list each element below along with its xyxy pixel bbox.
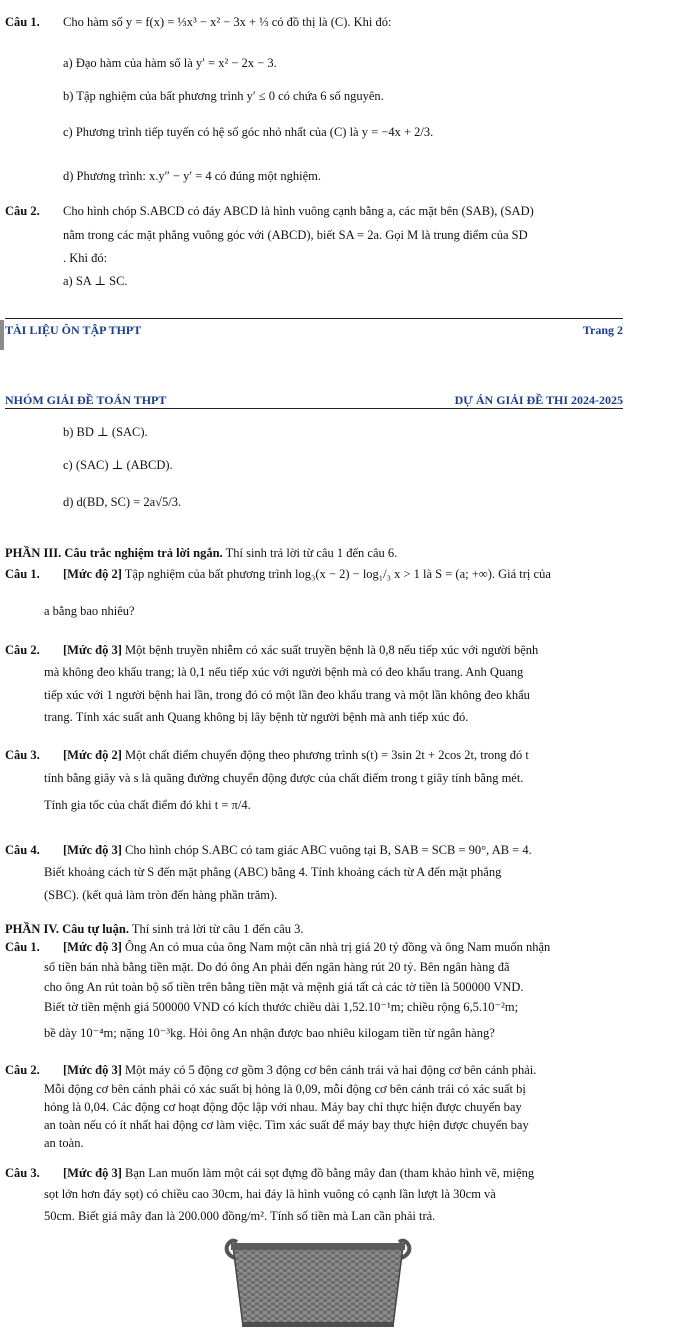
p3q4-line2: Biết khoảng cách từ S đến mặt phẳng (ABC) bằng 4. Tính khoảng cách từ A đến mặt phẳng (44, 865, 502, 879)
q1-option-a: a) Đạo hàm của hàm số là y′ = x² − 2x − 3. (63, 56, 277, 70)
p3q2-line3: tiếp xúc với 1 người bệnh hai lần, trong đó có một lần đeo khẩu trang và một lần không đeo khẩu (44, 688, 530, 702)
p3q3-line3: Tính gia tốc của chất điểm đó khi t = π/4. (44, 798, 251, 812)
q1-option-b: b) Tập nghiệm của bất phương trình y′ ≤ 0 có chứa 6 số nguyên. (63, 89, 384, 103)
part4-title: PHẦN IV. Câu tự luận. (5, 922, 129, 936)
p4q3-line1: Câu 3. [Mức độ 3] Bạn Lan muốn làm một cái sọt đựng đồ bằng mây đan (tham khảo hình vẽ, miệng (5, 1166, 535, 1180)
q1-option-c: c) Phương trình tiếp tuyến có hệ số góc nhỏ nhất của (C) là y = −4x + 2/3. (63, 125, 434, 139)
basket-base (242, 1322, 394, 1327)
header-right: DỰ ÁN GIẢI ĐỀ THI 2024-2025 (454, 393, 623, 407)
q1-stem: Câu 1. Cho hàm số y = f(x) = ⅓x³ − x² − 3x + ⅓ có đồ thị là (C). Khi đó: (5, 15, 392, 29)
footer-rule (5, 318, 623, 319)
p3q1-line2: a bằng bao nhiêu? (44, 604, 135, 618)
p4q1-line4: Biết tờ tiền mệnh giá 500000 VND có kích thước chiều dài 1,52.10⁻¹m; chiều rộng 6,5.10⁻²m; (44, 1000, 519, 1014)
part3-heading: PHẦN III. Câu trắc nghiệm trả lời ngắn. Thí sinh trả lời từ câu 1 đến câu 6. (5, 546, 398, 560)
p4q2-line3: hỏng là 0,04. Các động cơ hoạt động độc lập với nhau. Máy bay chỉ thực hiện được chuyến bay (44, 1100, 522, 1114)
p4q2-line5: an toàn. (44, 1136, 84, 1150)
p4q1-line5: bề dày 10⁻⁴m; nặng 10⁻³kg. Hỏi ông An nhận được bao nhiêu kilogam tiền từ ngân hàng? (44, 1026, 495, 1040)
p3q4-line3: (SBC). (kết quả làm tròn đến hàng phần trăm). (44, 888, 278, 902)
p3q1-line1: Câu 1. [Mức độ 2] Tập nghiệm của bất phương trình log₃(x − 2) − log₁/₃ x > 1 là S = (a; +∞). Giá trị của (5, 567, 551, 581)
q2-stem-line1: Câu 2. Cho hình chóp S.ABCD có đáy ABCD là hình vuông cạnh bằng a, các mặt bên (SAB), (SAD) (5, 204, 534, 218)
p4q3-line2: sọt lớn hơn đáy sọt) có chiều cao 30cm, hai đáy là hình vuông có cạnh lần lượt là 30cm và (44, 1187, 496, 1201)
p3q2-line1: Câu 2. [Mức độ 3] Một bệnh truyền nhiễm có xác suất truyền bệnh là 0,8 nếu tiếp xúc với người bệnh (5, 643, 539, 657)
q2-option-c: c) (SAC) ⊥ (ABCD). (63, 458, 173, 472)
page-edge-bar (0, 320, 4, 350)
p4q2-line2: Mỗi động cơ bên cánh phải có xác suất bị hỏng là 0,09, mỗi động cơ bên cánh trái có xác suất bị (44, 1082, 526, 1096)
footer-left: TÀI LIỆU ÔN TẬP THPT (5, 323, 142, 337)
header-rule (5, 408, 623, 409)
part4-heading: PHẦN IV. Câu tự luận. Thí sinh trả lời từ câu 1 đến câu 3. (5, 922, 304, 936)
p3q2-line4: trang. Tính xác suất anh Quang không bị lây bệnh từ người bệnh mà anh tiếp xúc đó. (44, 710, 469, 724)
q2-option-d: d) d(BD, SC) = 2a√5/3. (63, 495, 182, 509)
q2-option-a: a) SA ⊥ SC. (63, 274, 128, 288)
p3q3-line1: Câu 3. [Mức độ 2] Một chất điểm chuyển động theo phương trình s(t) = 3sin 2t + 2cos 2t, trong đó t (5, 748, 529, 762)
p4q3-line3: 50cm. Biết giá mây đan là 200.000 đồng/m². Tính số tiền mà Lan cần phải trả. (44, 1209, 436, 1223)
header-left: NHÓM GIẢI ĐỀ TOÁN THPT (5, 393, 167, 407)
q2-stem-line2: nằm trong các mặt phẳng vuông góc với (ABCD), biết SA = 2a. Gọi M là trung điểm của SD (63, 228, 528, 242)
basket-body (233, 1246, 403, 1326)
p4q1-line3: cho ông An rút toàn bộ số tiền trên bằng tiền mặt và mệnh giá tất cả các tờ tiền là 500000 VND. (44, 980, 524, 994)
footer-page-number: Trang 2 (582, 323, 623, 337)
basket-rim (231, 1243, 405, 1250)
part3-title: PHẦN III. Câu trắc nghiệm trả lời ngắn. (5, 546, 223, 560)
basket-illustration (223, 1236, 413, 1331)
p3q2-line2: mà không đeo khẩu trang; là 0,1 nếu tiếp xúc với người bệnh mà có đeo khẩu trang. Anh Quang (44, 665, 524, 679)
q1-label: Câu 1. (5, 15, 40, 29)
p4q1-line2: số tiền bán nhà bằng tiền mặt. Do đó ông An phải đến ngân hàng rút 20 tỷ. Bên ngân hàng đã (44, 960, 510, 974)
p4q1-line1: Câu 1. [Mức độ 3] Ông An có mua của ông Nam một căn nhà trị giá 20 tỷ đồng và ông Nam muốn nhận (5, 940, 551, 954)
p4q2-line4: an toàn nếu có ít nhất hai động cơ làm việc. Tìm xác suất để máy bay thực hiện được chuyến bay (44, 1118, 529, 1132)
q1-option-d: d) Phương trình: x.y″ − y′ = 4 có đúng một nghiệm. (63, 169, 321, 183)
p4q2-line1: Câu 2. [Mức độ 3] Một máy có 5 động cơ gồm 3 động cơ bên cánh trái và hai động cơ bên cánh phải. (5, 1063, 537, 1077)
q2-option-b: b) BD ⊥ (SAC). (63, 425, 148, 439)
p3q4-line1: Câu 4. [Mức độ 3] Cho hình chóp S.ABC có tam giác ABC vuông tại B, SAB = SCB = 90°, AB = 4. (5, 843, 532, 857)
q2-stem-line3: . Khi đó: (63, 251, 108, 265)
p3q3-line2: tính bằng giây và s là quãng đường chuyển động được của chất điểm trong t giây tính bằng mét. (44, 771, 524, 785)
q2-label: Câu 2. (5, 204, 40, 218)
